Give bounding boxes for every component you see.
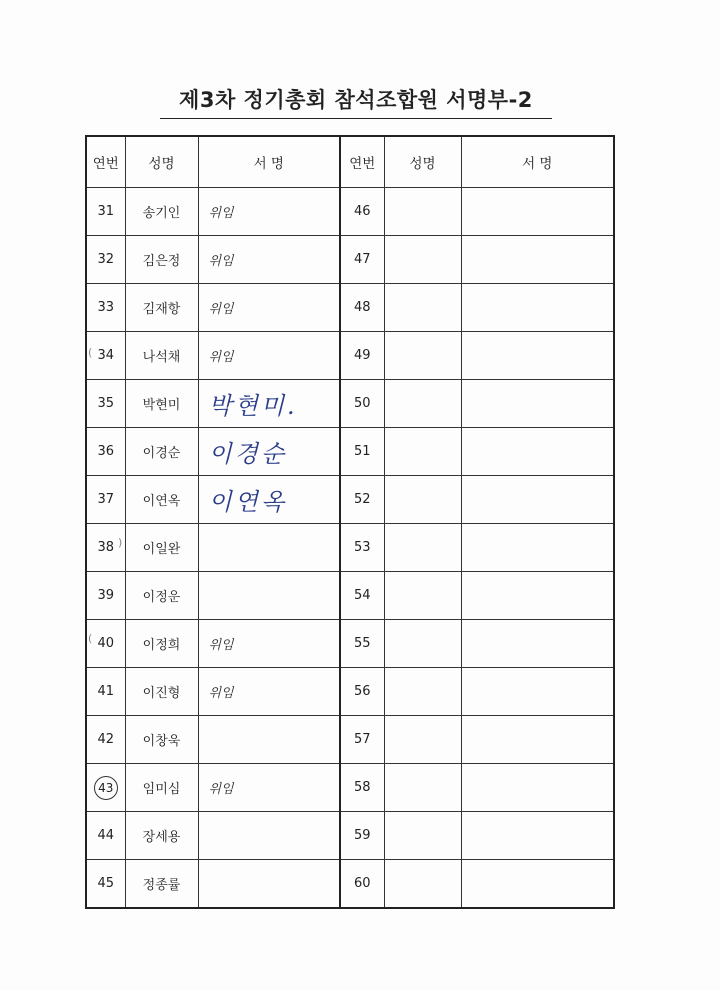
signature-left: 이경순 [198, 428, 340, 476]
table-row [86, 332, 614, 380]
member-name-left: 이연옥 [125, 476, 198, 524]
member-name-left: 장세용 [125, 812, 198, 860]
signature-left: 박현미. [198, 380, 340, 428]
member-name-left: 이경순 [125, 428, 198, 476]
signature-left: 위임 [198, 284, 340, 332]
member-name-left: 이창욱 [125, 716, 198, 764]
member-number-right: 55 [340, 620, 384, 668]
member-number-right: 53 [340, 524, 384, 572]
member-name-left: 임미심 [125, 764, 198, 812]
member-number-right: 49 [340, 332, 384, 380]
col-header-signature-left: 서 명 [198, 136, 340, 188]
member-number-left: 44 [86, 812, 125, 860]
member-name-left: 정종률 [125, 860, 198, 909]
member-name-left: 나석채 [125, 332, 198, 380]
page-title: 제3차 정기총회 참석조합원 서명부-2 [160, 84, 552, 119]
signature-left: 위임 [198, 764, 340, 812]
table-row [86, 476, 614, 524]
signature-right [461, 380, 614, 428]
stray-mark: ( [88, 632, 93, 645]
signature-right [461, 620, 614, 668]
table-row [86, 428, 614, 476]
signature-left: 위임 [198, 668, 340, 716]
signature-right [461, 812, 614, 860]
member-name-left: 이정운 [125, 572, 198, 620]
member-number-left: 37 [86, 476, 125, 524]
member-number-right: 57 [340, 716, 384, 764]
member-number-right: 54 [340, 572, 384, 620]
member-number-right: 58 [340, 764, 384, 812]
member-name-left: 이진형 [125, 668, 198, 716]
member-number-left: 34 [86, 332, 125, 380]
stray-mark: ) [118, 536, 123, 549]
member-number-left: 42 [86, 716, 125, 764]
member-number-right: 46 [340, 188, 384, 236]
signature-left: 이연옥 [198, 476, 340, 524]
member-name-right [384, 668, 461, 716]
table-row [86, 284, 614, 332]
signature-left [198, 812, 340, 860]
member-name-left: 이일완 [125, 524, 198, 572]
member-name-right [384, 620, 461, 668]
table-row [86, 812, 614, 860]
stray-mark: ( [88, 346, 93, 359]
circled-number: 43 [94, 776, 118, 800]
signature-left: 위임 [198, 620, 340, 668]
member-name-right [384, 524, 461, 572]
table-row [86, 236, 614, 284]
member-number-left: 38 [86, 524, 125, 572]
signature-left [198, 572, 340, 620]
signature-left: 위임 [198, 236, 340, 284]
member-name-right [384, 428, 461, 476]
member-number-left: 36 [86, 428, 125, 476]
signature-right [461, 764, 614, 812]
table-row [86, 668, 614, 716]
member-name-right [384, 764, 461, 812]
member-name-right [384, 188, 461, 236]
table-row [86, 620, 614, 668]
member-number-right: 47 [340, 236, 384, 284]
member-number-right: 50 [340, 380, 384, 428]
member-name-right [384, 332, 461, 380]
member-number-right: 59 [340, 812, 384, 860]
member-name-right [384, 860, 461, 909]
signature-right [461, 572, 614, 620]
member-number-right: 52 [340, 476, 384, 524]
col-header-name-left: 성명 [125, 136, 198, 188]
signature-right [461, 284, 614, 332]
member-name-left: 박현미 [125, 380, 198, 428]
member-number-right: 60 [340, 860, 384, 909]
signature-left [198, 860, 340, 909]
signature-right [461, 428, 614, 476]
member-number-left: 45 [86, 860, 125, 909]
signature-right [461, 476, 614, 524]
member-number-right: 51 [340, 428, 384, 476]
member-number-left [86, 764, 125, 812]
signature-left [198, 716, 340, 764]
member-name-left: 송기인 [125, 188, 198, 236]
member-name-right [384, 812, 461, 860]
member-number-left: 31 [86, 188, 125, 236]
member-number-left: 41 [86, 668, 125, 716]
member-number-right: 56 [340, 668, 384, 716]
signature-right [461, 668, 614, 716]
member-name-right [384, 284, 461, 332]
table-row [86, 572, 614, 620]
signature-right [461, 188, 614, 236]
member-number-left: 40 [86, 620, 125, 668]
col-header-number-right: 연번 [340, 136, 384, 188]
signature-right [461, 524, 614, 572]
member-name-left: 김재항 [125, 284, 198, 332]
member-name-left: 이정희 [125, 620, 198, 668]
col-header-number-left: 연번 [86, 136, 125, 188]
member-number-right: 48 [340, 284, 384, 332]
col-header-signature-right: 서 명 [461, 136, 614, 188]
table-row [86, 188, 614, 236]
attendance-table [85, 135, 615, 909]
col-header-name-right: 성명 [384, 136, 461, 188]
signature-left: 위임 [198, 332, 340, 380]
signature-right [461, 332, 614, 380]
member-name-right [384, 236, 461, 284]
table-row [86, 860, 614, 909]
signature-right [461, 716, 614, 764]
signature-left [198, 524, 340, 572]
signature-right [461, 860, 614, 909]
member-name-left: 김은정 [125, 236, 198, 284]
table-row [86, 524, 614, 572]
member-name-right [384, 380, 461, 428]
signature-right [461, 236, 614, 284]
member-name-right [384, 572, 461, 620]
signature-left: 위임 [198, 188, 340, 236]
member-number-left: 35 [86, 380, 125, 428]
table-row [86, 716, 614, 764]
header-row [86, 136, 614, 188]
table-row [86, 380, 614, 428]
member-name-right [384, 716, 461, 764]
member-name-right [384, 476, 461, 524]
member-number-left: 39 [86, 572, 125, 620]
table-row [86, 764, 614, 812]
member-number-left: 32 [86, 236, 125, 284]
member-number-left: 33 [86, 284, 125, 332]
